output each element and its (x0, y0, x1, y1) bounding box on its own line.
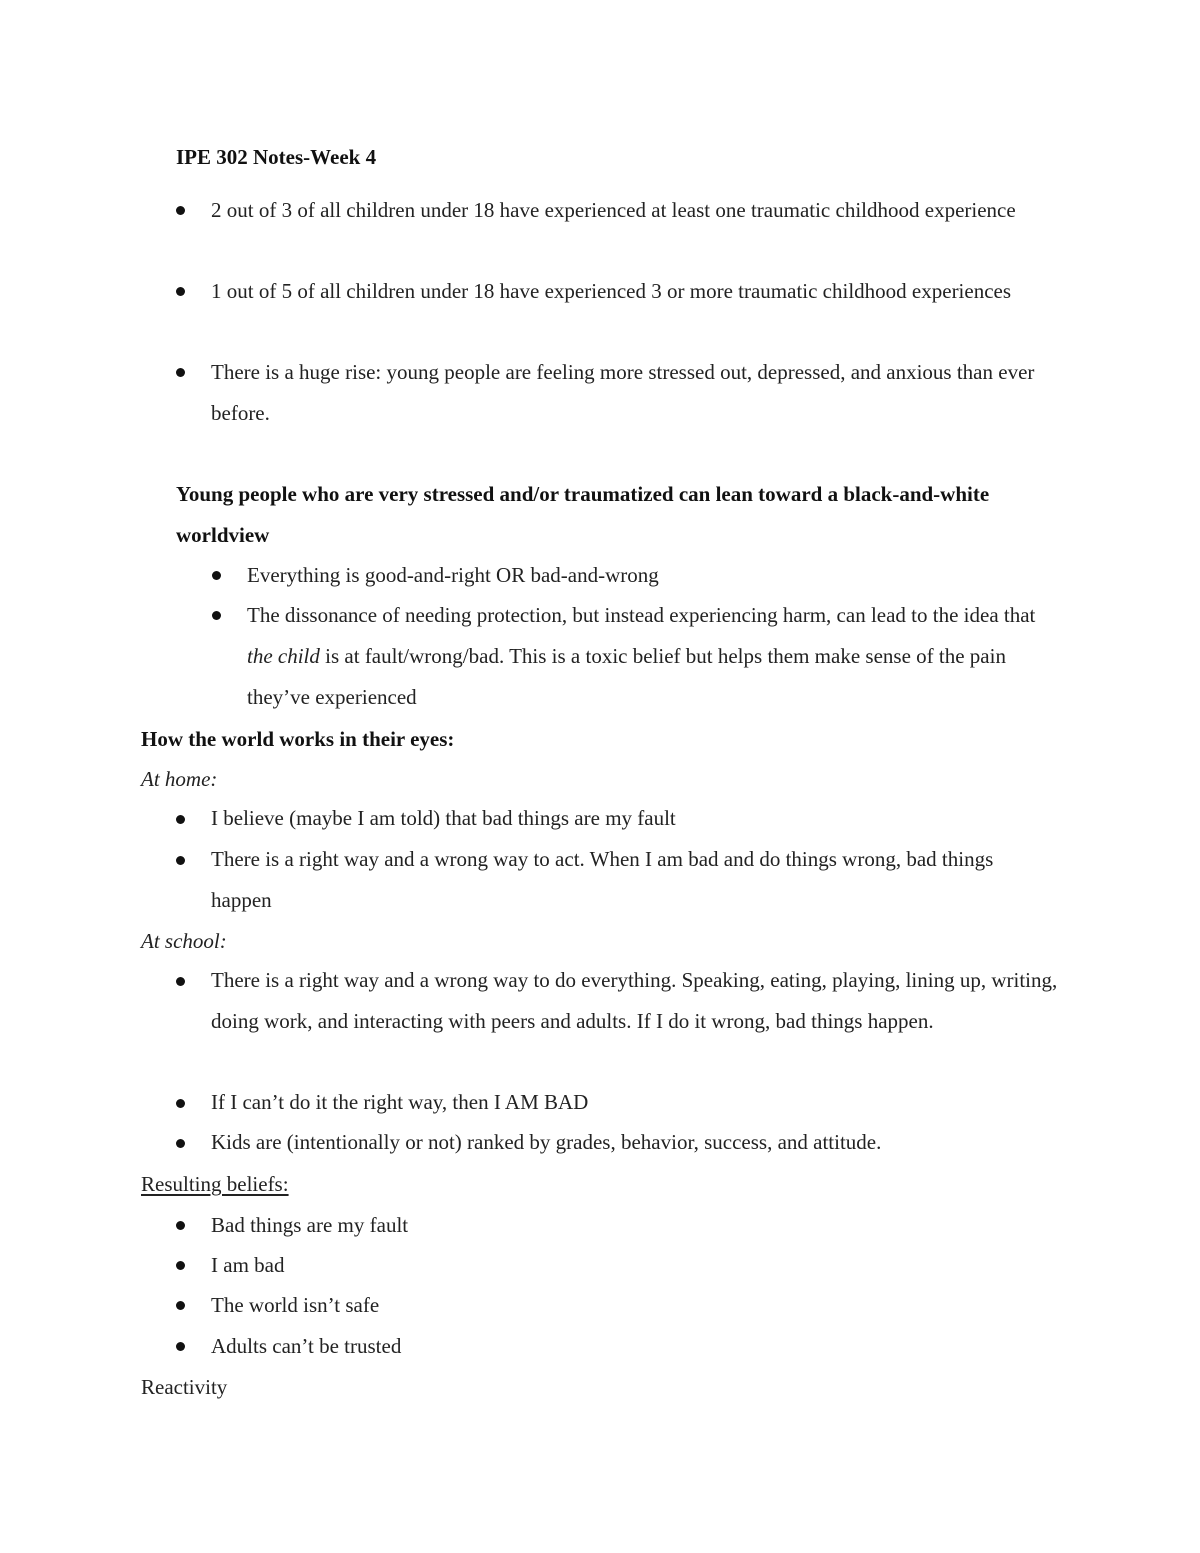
resulting-belief-1: Bad things are my fault (211, 1213, 409, 1237)
resulting-belief-3: The world isn’t safe (211, 1293, 380, 1317)
at-school-bullet-3: Kids are (intentionally or not) ranked by grades, behavior, success, and attitude. (211, 1130, 882, 1154)
bullet-icon (176, 1261, 185, 1270)
resulting-belief-2: I am bad (211, 1253, 285, 1277)
bullet-icon (176, 1342, 185, 1351)
bullet-icon (176, 1139, 185, 1148)
bullet-icon (176, 1301, 185, 1310)
at-home-bullet-1: I believe (maybe I am told) that bad things are my fault (211, 806, 676, 830)
at-school-bullet-2: If I can’t do it the right way, then I AM BAD (211, 1090, 589, 1114)
bullet-icon (176, 1221, 185, 1230)
at-home-bullet-2: There is a right way and a wrong way to act. When I am bad and do things wrong, bad things happen (211, 847, 994, 912)
worldview-bullet-2 (247, 595, 1057, 718)
at-school-label: At school: (141, 929, 227, 953)
at-school-bullet-1: There is a right way and a wrong way to do everything. Speaking, eating, playing, lining up, writing, doing work, and interacting with peers and adults. If I do it wrong, bad things happen. (211, 968, 1058, 1033)
bullet-icon (176, 977, 185, 986)
reactivity-label: Reactivity (141, 1375, 228, 1399)
document-title: IPE 302 Notes-Week 4 (176, 145, 377, 169)
worldview-heading: Young people who are very stressed and/or traumatized can lean toward a black-and-white worldview (176, 482, 990, 547)
worldview-bullet-2-text-a: The dissonance of needing protection, but instead experiencing harm, can lead to the idea that (247, 603, 1036, 627)
worldview-bullet-2-italic: the child (247, 644, 320, 668)
bullet-icon (212, 571, 221, 580)
how-world-heading: How the world works in their eyes: (141, 727, 455, 751)
worldview-bullet-1: Everything is good-and-right OR bad-and-wrong (247, 563, 659, 587)
resulting-belief-4: Adults can’t be trusted (211, 1334, 402, 1358)
bullet-icon (212, 611, 221, 620)
intro-bullet-2: 1 out of 5 of all children under 18 have experienced 3 or more traumatic childhood experiences (211, 279, 1012, 303)
intro-bullet-3: There is a huge rise: young people are feeling more stressed out, depressed, and anxious than ever before. (211, 360, 1035, 425)
bullet-icon (176, 856, 185, 865)
resulting-beliefs-label: Resulting beliefs: (141, 1172, 289, 1196)
worldview-bullet-2-text-b: is at fault/wrong/bad. This is a toxic belief but helps them make sense of the pain they’ve experienced (247, 644, 1006, 709)
bullet-icon (176, 287, 185, 296)
bullet-icon (176, 206, 185, 215)
bullet-icon (176, 815, 185, 824)
at-home-label: At home: (141, 767, 218, 791)
intro-bullet-1: 2 out of 3 of all children under 18 have experienced at least one traumatic childhood experience (211, 198, 1016, 222)
bullet-icon (176, 368, 185, 377)
bullet-icon (176, 1099, 185, 1108)
